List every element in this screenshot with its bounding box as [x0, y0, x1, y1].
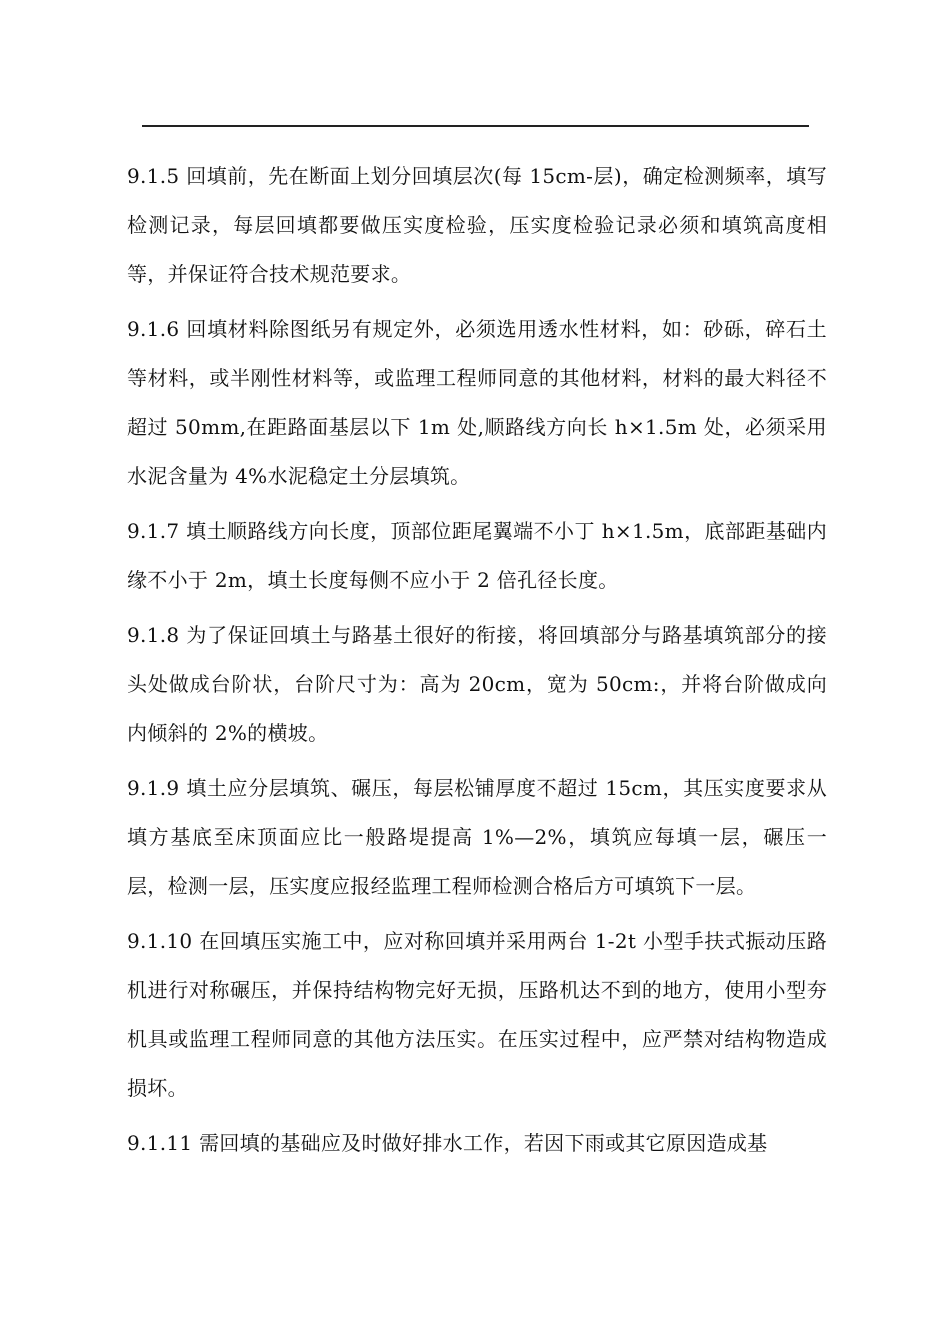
- paragraph-9-1-10: 9.1.10 在回填压实施工中，应对称回填并采用两台 1-2t 小型手扶式振动压路机进行对称碾压，并保持结构物完好无损，压路机达不到的地方，使用小型夯机具或监理工程师同意的其他方法压实。在压实过程中，应严禁对结构物造成损坏。: [127, 929, 827, 1100]
- header-rule: [142, 125, 809, 127]
- paragraph-9-1-5: 9.1.5 回填前，先在断面上划分回填层次(每 15cm-层)，确定检测频率，填写检测记录，每层回填都要做压实度检验，压实度检验记录必须和填筑高度相等，并保证符合技术规范要求。: [127, 164, 827, 286]
- document-body: [127, 152, 827, 1174]
- paragraph-9-1-9: 9.1.9 填土应分层填筑、碾压，每层松铺厚度不超过 15cm，其压实度要求从填方基底至床顶面应比一般路堤提高 1%—2%，填筑应每填一层，碾压一层，检测一层，压实度应报经监理工程师检测合格后方可填筑下一层。: [127, 776, 827, 898]
- paragraph-9-1-11: 9.1.11 需回填的基础应及时做好排水工作，若因下雨或其它原因造成基: [127, 1131, 768, 1155]
- paragraph-9-1-8: 9.1.8 为了保证回填土与路基土很好的衔接，将回填部分与路基填筑部分的接头处做成台阶状，台阶尺寸为：高为 20cm，宽为 50cm:，并将台阶做成向内倾斜的 2%的横坡。: [127, 623, 827, 745]
- paragraph-9-1-7: 9.1.7 填土顺路线方向长度，顶部位距尾翼端不小丁 h×1.5m，底部距基础内缘不小于 2m，填土长度每侧不应小于 2 倍孔径长度。: [127, 519, 827, 592]
- paragraph-9-1-6: 9.1.6 回填材料除图纸另有规定外，必须选用透水性材料，如：砂砾，碎石土等材料，或半刚性材料等，或监理工程师同意的其他材料，材料的最大料径不超过 50mm,在距路面基层以下 1m 处,顺路线方向长 h×1.5m 处，必须采用水泥含量为 4%水泥稳定土分层填筑。: [127, 317, 827, 488]
